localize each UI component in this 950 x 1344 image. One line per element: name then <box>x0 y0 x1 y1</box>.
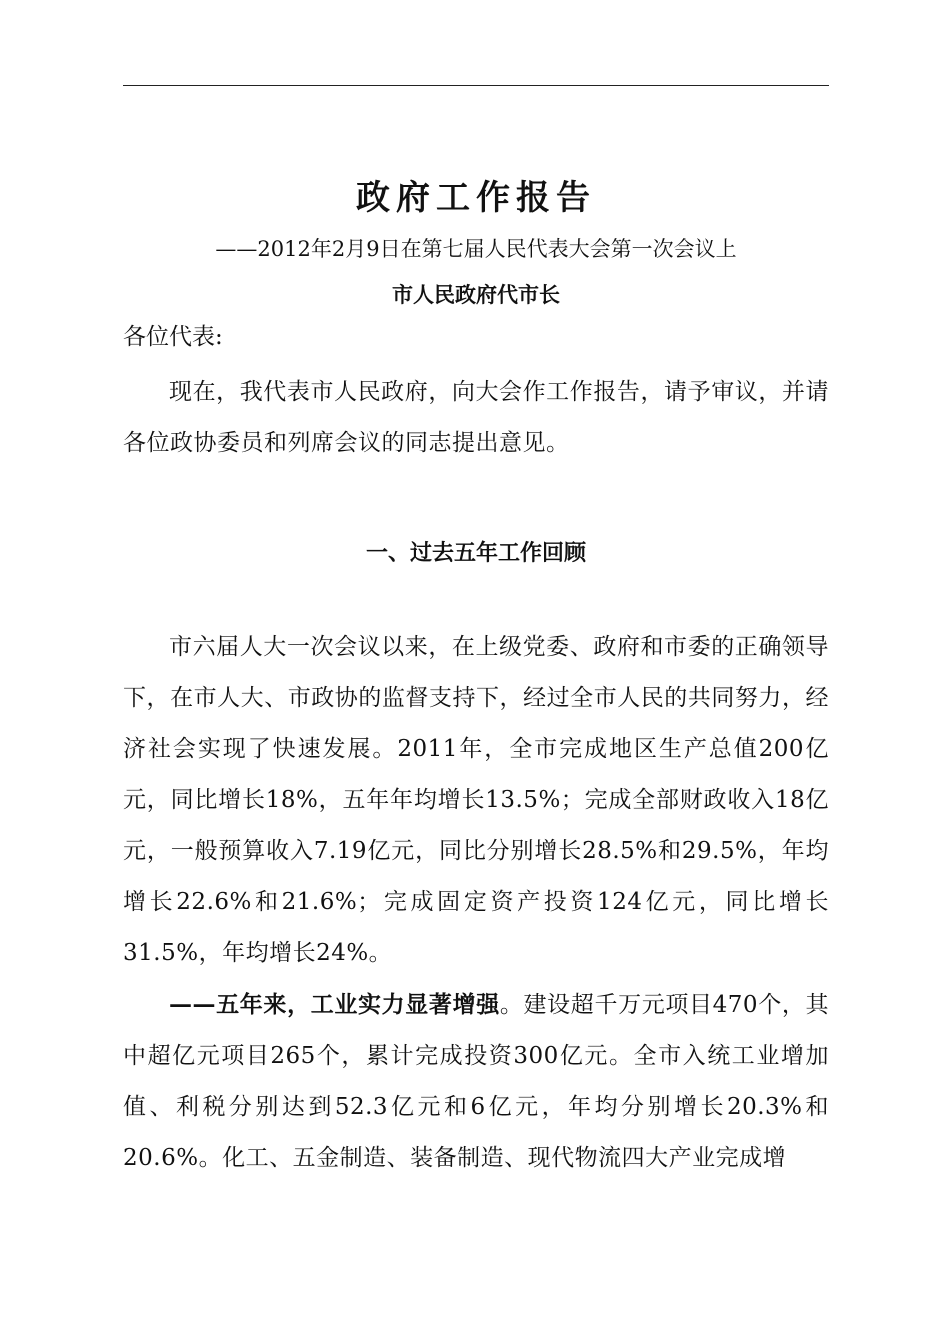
report-author: 市人民政府代市长 <box>392 282 560 307</box>
report-title: 政府工作报告 <box>356 178 596 218</box>
salutation: 各位代表: <box>123 324 223 350</box>
paragraph-body-text: 。建设超千万元项目470个，其中超亿元项目265个，累计完成投资300亿元。全市入统工业增加值、利税分别达到52.3亿元和6亿元，年均分别增长20.3%和20.6%。化工、五金制造、装备制造、现代物流四大产业完成增 <box>123 992 830 1171</box>
section-paragraph-1: 市六届人大一次会议以来，在上级党委、政府和市委的正确领导下，在市人大、市政协的监督支持下，经过全市人民的共同努力，经济社会实现了快速发展。2011年，全市完成地区生产总值200亿元，同比增长18%，五年年均增长13.5%；完成全部财政收入18亿元，一般预算收入7.19亿元，同比分别增长28.5%和29.5%，年均增长22.6%和21.6%；完成固定资产投资124亿元，同比增长31.5%，年均增长24%。 <box>123 634 829 966</box>
report-subtitle: ——2012年2月9日在第七届人民代表大会第一次会议上 <box>215 237 737 261</box>
header-rule <box>123 85 829 86</box>
section-paragraph-2 <box>123 979 829 1184</box>
section-heading: 一、过去五年工作回顾 <box>365 540 586 566</box>
intro-paragraph: 现在，我代表市人民政府，向大会作工作报告，请予审议，并请各位政协委员和列席会议的同志提出意见。 <box>123 379 829 456</box>
document-body <box>123 170 829 1184</box>
paragraph-lead-phrase: ——五年来，工业实力显著增强 <box>169 991 500 1018</box>
